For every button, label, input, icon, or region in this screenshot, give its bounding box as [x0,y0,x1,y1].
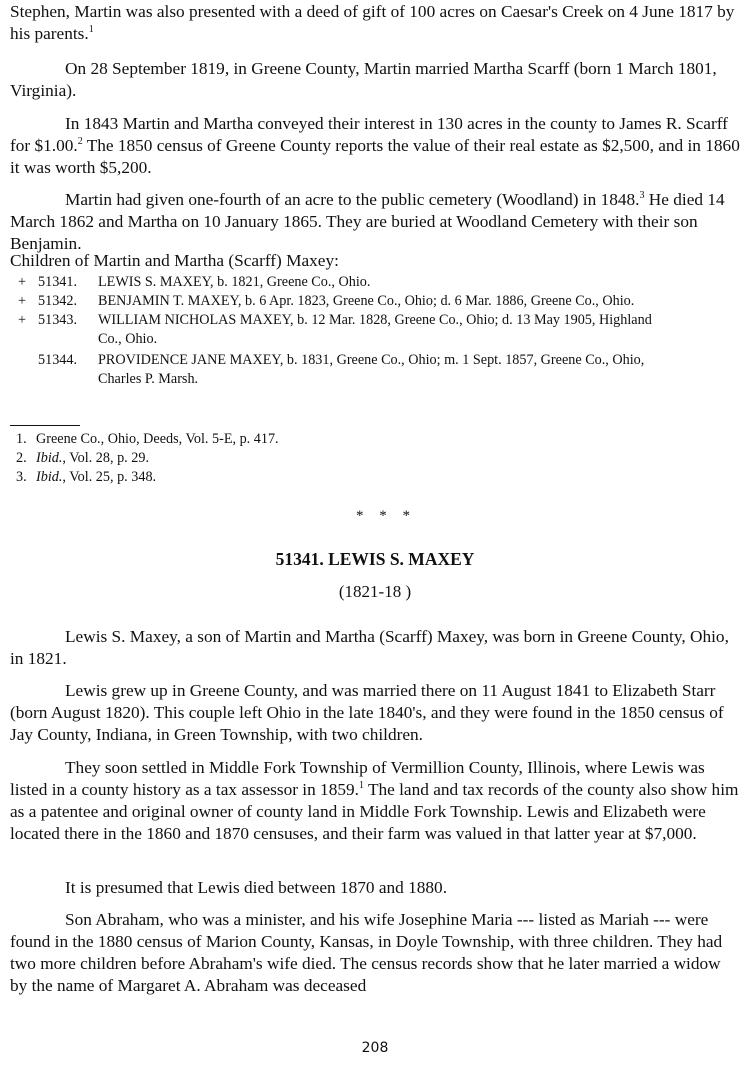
footnote-ref: 3 [639,190,645,202]
footnote [16,430,279,449]
footnote-number: 3. [16,469,27,485]
descendant-mark: + [18,312,27,328]
paragraph-lewis-death: It is presumed that Lewis died between 1870 and 1880. [65,878,448,897]
paragraph-deed-gift [10,1,740,45]
paragraph-cemetery [10,189,740,255]
footnote-number: 1. [16,431,27,447]
paragraph-marriage: On 28 September 1819, in Greene County, Martin married Martha Scarff (born 1 March 1801, Virginia). [10,59,717,100]
footnote-ref: 1 [358,780,364,792]
child-entry [18,273,743,292]
section-dates: (1821-18 ) [338,582,412,601]
child-entry [18,292,743,311]
paragraph-text: They soon settled in Middle Fork Township of Vermillion County, Illinois, where Lewis was listed in a county history as a tax assessor in 1859. [10,758,705,799]
children-heading: Children of Martin and Martha (Scarff) Maxey: [10,251,339,270]
page-number: 208 [361,1040,389,1056]
paragraph-land [10,113,740,179]
paragraph-text: He died 14 March 1862 and Martha on 10 January 1865. They are buried at Woodland Cemetery with their son Benjamin. [10,190,725,253]
child-number: 51344. [38,352,78,368]
section-heading: 51341. LEWIS S. MAXEY [275,549,475,569]
footnote-number: 2. [16,450,27,466]
section-separator: * * * [356,508,416,524]
child-text: WILLIAM NICHOLAS MAXEY, b. 12 Mar. 1828, Greene Co., Ohio; d. 13 May 1905, Highland [98,312,652,328]
paragraph-text: In 1843 Martin and Martha conveyed their interest in 130 acres in the county to James R. Scarff for $1.00. [10,114,728,155]
child-text: BENJAMIN T. MAXEY, b. 6 Apr. 1823, Greene Co., Ohio; d. 6 Mar. 1886, Greene Co., Ohio. [98,293,635,309]
footnote-ref: 2 [77,136,83,148]
child-entry [18,351,743,389]
child-number: 51342. [38,293,78,309]
paragraph-lewis-marriage: Lewis grew up in Greene County, and was married there on 11 August 1841 to Elizabeth Starr (born August 1820). This couple left Ohio in the late 1840's, and they were found in the 1850 census of Jay County, Indiana, in Green Township, with two children. [10,681,724,744]
child-entry [18,311,743,349]
footnote-italic: Ibid. [36,450,63,466]
paragraph-text: The 1850 census of Greene County reports the value of their real estate as $2,500, and in 1860 it was worth $5,200. [10,136,740,177]
descendant-mark: + [18,274,27,290]
child-text: LEWIS S. MAXEY, b. 1821, Greene Co., Ohio. [98,274,371,290]
paragraph-abraham: Son Abraham, who was a minister, and his wife Josephine Maria --- listed as Mariah --- were found in the 1880 census of Marion County, Kansas, in Doyle Township, with three children. They had two more children before Abraham's wife died. The census records show that he later married a widow by the name of Margaret A. Abraham was deceased [10,910,723,995]
footnote-text: Greene Co., Ohio, Deeds, Vol. 5-E, p. 417. [36,431,279,447]
footnote-italic: Ibid. [36,469,63,485]
child-number: 51341. [38,274,78,290]
paragraph-text: Stephen, Martin was also presented with a deed of gift of 100 acres on Caesar's Creek on 4 June 1817 by his parents. [10,2,735,43]
descendant-mark: + [18,293,27,309]
child-number: 51343. [38,312,78,328]
child-text-continued: Charles P. Marsh. [98,371,199,387]
child-text-continued: Co., Ohio. [98,331,158,347]
paragraph-lewis-illinois [10,757,740,845]
footnote [16,468,156,487]
footnote-ref: 1 [88,24,94,36]
paragraph-text: The land and tax records of the county also show him as a patentee and original owner of county land in Middle Fork Township. Lewis and Elizabeth were located there in the 1860 and 1870 censuses, and their farm was valued in that latter year at $7,000. [10,780,739,843]
footnote-text: , Vol. 25, p. 348. [62,469,157,485]
footnote-divider [10,425,80,426]
footnote-text: , Vol. 28, p. 29. [62,450,149,466]
paragraph-lewis-birth: Lewis S. Maxey, a son of Martin and Martha (Scarff) Maxey, was born in Greene County, Ohio, in 1821. [10,627,729,668]
paragraph-text: Martin had given one-fourth of an acre to the public cemetery (Woodland) in 1848. [65,190,640,209]
footnote [16,449,149,468]
child-text: PROVIDENCE JANE MAXEY, b. 1831, Greene Co., Ohio; m. 1 Sept. 1857, Greene Co., Ohio, [98,352,645,368]
